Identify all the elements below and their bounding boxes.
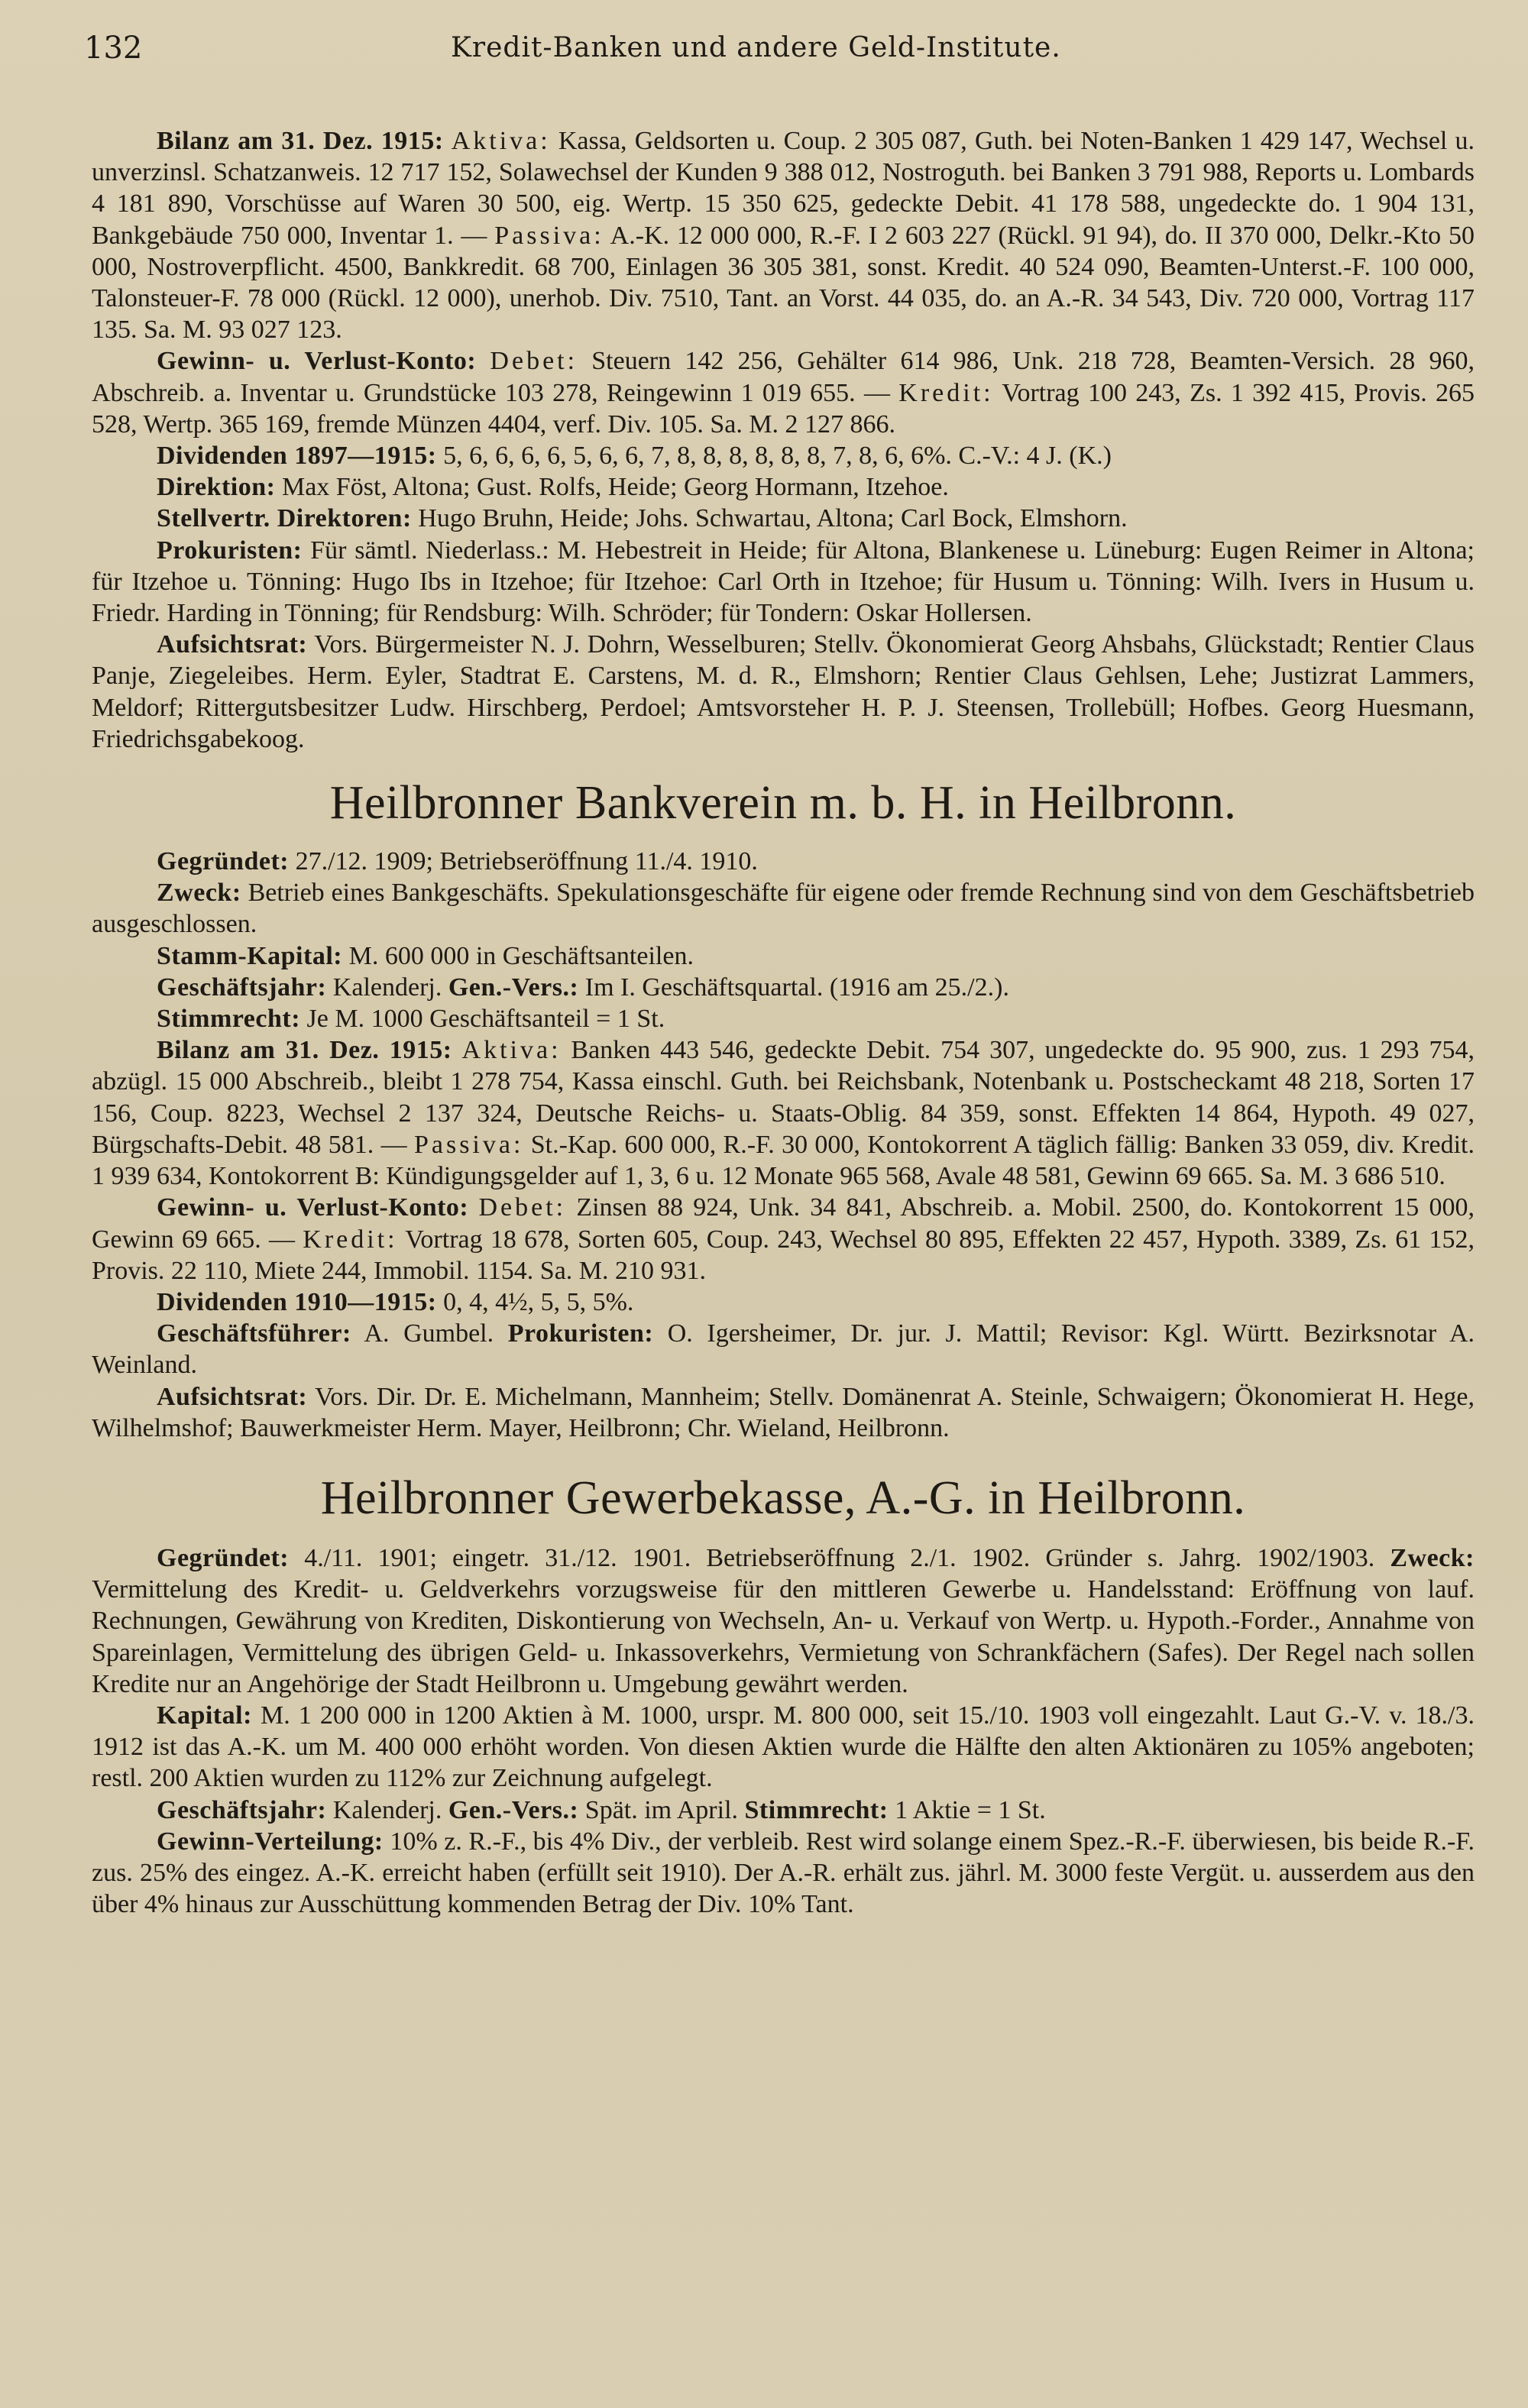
entry-text: O. Igersheimer, Dr. jur. J. Mattil; Revisor: Kgl. Württ. Bezirksnotar A. Weinland. — [92, 1319, 1475, 1380]
inline-label: Prokuristen: — [507, 1319, 654, 1348]
entry-text: 1 Aktie = 1 St. — [888, 1795, 1046, 1824]
entry-text: Hugo Bruhn, Heide; Johs. Schwartau, Altona; Carl Bock, Elmshorn. — [411, 504, 1128, 533]
spaced-label: Aktiva: — [451, 127, 551, 155]
spaced-label: Passiva: — [494, 221, 604, 250]
entry-label: Prokuristen: — [157, 536, 303, 565]
entry-label: Gewinn- u. Verlust-Konto: — [157, 347, 477, 376]
section-previous-bank — [92, 125, 1475, 755]
entry-text: Vors. Dir. Dr. E. Michelmann, Mannheim; Stellv. Domänenrat A. Steinle, Schwaigern; Ökonomierat H. Hege, Wilhelmshof; Bauwerkmeister Herm. Mayer, Heilbronn; Chr. Wieland, Heilbronn. — [92, 1382, 1475, 1442]
entry-text: Betrieb eines Bankgeschäfts. Spekulationsgeschäfte für eigene oder fremde Rechnung sind von dem Geschäftsbetrieb ausgeschlossen. — [92, 879, 1475, 939]
entry-text — [452, 1036, 462, 1064]
entry-paragraph — [92, 471, 1475, 503]
company-title-heilbronner-gewerbekasse: Heilbronner Gewerbekasse, A.-G. in Heilbronn. — [320, 1471, 1246, 1524]
entry-text: Je M. 1000 Geschäftsanteil = 1 St. — [300, 1005, 665, 1034]
entry-paragraph — [92, 1542, 1475, 1700]
entry-label: Aufsichtsrat: — [157, 1382, 308, 1411]
entry-text — [476, 347, 490, 375]
entry-label: Zweck: — [157, 879, 241, 908]
entry-label: Geschäftsführer: — [157, 1319, 351, 1348]
entry-text: Für sämtl. Niederlass.: M. Hebestreit in Heide; für Altona, Blankenese u. Lüneburg: Eugen Reimer in Altona; für Itzehoe u. Tönning: Hugo Ibs in Itzehoe; für Itzehoe: Carl Orth in Itzehoe; für Husum u. Tönning: Wilh. Ivers in Husum u. Friedr. Harding in Tönning; für Rendsburg: Wilh. Schröder; für Tondern: Oskar Hollersen. — [92, 536, 1475, 628]
entry-label: Gewinn- u. Verlust-Konto: — [157, 1193, 469, 1222]
entry-label: Dividenden 1910—1915: — [157, 1287, 437, 1316]
entry-paragraph — [92, 877, 1475, 940]
entry-paragraph — [92, 125, 1475, 345]
spaced-label: Debet: — [478, 1193, 567, 1222]
entry-paragraph — [92, 1318, 1475, 1380]
entry-text: A.-K. 12 000 000, R.-F. I 2 603 227 (Rückl. 91 94), do. II 370 000, Delkr.-Kto 50 000, Nostroverpflicht. 4500, Bankkredit. 68 700, Einlagen 36 305 381, sonst. Kredit. 40 524 090, Beamten-Unterst.-F. 100 000, Talonsteuer-F. 78 000 (Rückl. 12 000), unerhob. Div. 7510, Tant. an Vorst. 44 035, do. an A.-R. 34 543, Div. 720 000, Vortrag 117 135. Sa. M. 93 027 123. — [92, 221, 1475, 345]
entry-text: Vortrag 100 243, Zs. 1 392 415, Provis. 265 528, Wertp. 365 169, fremde Münzen 4404, verf. Div. 105. Sa. M. 2 127 866. — [92, 378, 1475, 439]
entry-label: Aufsichtsrat: — [157, 630, 308, 659]
entry-paragraph — [92, 1826, 1475, 1921]
entry-text: Banken 443 546, gedeckte Debit. 754 307, ungedeckte do. 95 900, zus. 1 293 754, abzügl. 15 000 Abschreib., bleibt 1 278 754, Kassa einschl. Guth. bei Reichsbank, Notenbank u. Postscheckamt 48 218, Sorten 17 156, Coup. 8223, Wechsel 2 137 324, Deutsche Reichs- u. Staats-Oblig. 84 359, sonst. Effekten 14 864, Hypoth. 49 027, Bürgschafts-Debit. 48 581. — — [92, 1036, 1475, 1159]
spaced-label: Passiva: — [413, 1130, 524, 1159]
entry-label: Gegründet: — [157, 847, 290, 876]
entry-text: Vors. Bürgermeister N. J. Dohrn, Wesselburen; Stellv. Ökonomierat Georg Ahsbahs, Glückstadt; Rentier Claus Panje, Ziegeleibes. Herm. Eyler, Stadtrat E. Carstens, M. d. R., Elmshorn; Rentier Claus Gehlsen, Lehe; Justizrat Lammers, Meldorf; Rittergutsbesitzer Ludw. Hirschberg, Perdoel; Amtsvorsteher H. P. J. Steensen, Trollebüll; Hofbes. Georg Huesmann, Friedrichsgabekoog. — [92, 630, 1475, 753]
entry-paragraph — [92, 629, 1475, 755]
entry-label: Geschäftsjahr: — [157, 973, 327, 1002]
page-header — [84, 23, 1475, 76]
entry-text: A. Gumbel. — [351, 1319, 508, 1348]
entry-paragraph — [92, 345, 1475, 440]
entry-label: Gegründet: — [157, 1543, 290, 1572]
entry-text: Max Föst, Altona; Gust. Rolfs, Heide; Georg Hormann, Itzehoe. — [275, 473, 949, 502]
entry-paragraph — [92, 535, 1475, 630]
entry-label: Dividenden 1897—1915: — [157, 442, 437, 471]
running-head: Kredit-Banken und andere Geld-Institute. — [451, 32, 1061, 63]
entry-paragraph — [92, 503, 1475, 534]
entry-text: Kalenderj. — [326, 973, 448, 1002]
entry-text: Kassa, Geldsorten u. Coup. 2 305 087, Guth. bei Noten-Banken 1 429 147, Wechsel u. unverzinsl. Schatzanweis. 12 717 152, Solawechsel der Kunden 9 388 012, Nostroguth. bei Banken 3 791 988, Reports u. Lombards 4 181 890, Vorschüsse auf Waren 30 500, eig. Wertp. 15 350 625, gedeckte Debit. 41 178 588, ungedeckte do. 1 904 131, Bankgebäude 750 000, Inventar 1. — — [92, 127, 1475, 250]
entry-paragraph — [92, 1192, 1475, 1287]
entry-text: 5, 6, 6, 6, 6, 5, 6, 6, 7, 8, 8, 8, 8, 8, 8, 7, 8, 6, 6%. C.-V.: 4 J. (K.) — [436, 442, 1112, 471]
entry-text: 10% z. R.-F., bis 4% Div., der verbleib. Rest wird solange einem Spez.-R.-F. überwiesen, bis beide R.-F. zus. 25% des eingez. A.-K. erreicht haben (erfüllt seit 1910). Der A.-R. erhält zus. jährl. M. 3000 feste Vergüt. u. ausserdem aus den über 4% hinaus zur Ausschüttung kommenden Betrag der Div. 10% Tant. — [92, 1827, 1475, 1919]
entry-text: Spät. im April. — [578, 1795, 745, 1824]
entry-text: Im I. Geschäftsquartal. (1916 am 25./2.). — [578, 973, 1009, 1002]
entry-label: Gewinn-Verteilung: — [157, 1827, 384, 1856]
entry-paragraph — [92, 440, 1475, 471]
entry-text: 27./12. 1909; Betriebseröffnung 11./4. 1910. — [289, 847, 758, 876]
entry-paragraph — [92, 846, 1475, 877]
entry-text: M. 1 200 000 in 1200 Aktien à M. 1000, urspr. M. 800 000, seit 15./10. 1903 voll eingezahlt. Laut G.-V. v. 18./3. 1912 ist das A.-K. um M. 400 000 erhöht worden. Von diesen Aktien wurde die Hälfte den alten Aktionären zu 105% angeboten; restl. 200 Aktien wurden zu 112% zur Zeichnung aufgelegt. — [92, 1701, 1475, 1793]
spaced-label: Kredit: — [898, 378, 994, 407]
company-title-heilbronner-bankverein: Heilbronner Bankverein m. b. H. in Heilbronn. — [329, 777, 1237, 830]
entry-text: Vermittelung des Kredit- u. Geldverkehrs vorzugsweise für den mittleren Gewerbe u. Handelsstand: Eröffnung von lauf. Rechnungen, Gewährung von Krediten, Diskontierung von Wechseln, An- u. Verkauf von Wertp. u. Hypoth.-Forder., Annahme von Spareinlagen, Vermittelung des übrigen Geld- u. Inkassoverkehrs, Vermietung von Schrankfächern (Safes). Der Regel nach sollen Kredite nur an Angehörige der Stadt Heilbronn u. Umgebung gewährt werden. — [92, 1575, 1475, 1698]
entry-text: Kalenderj. — [326, 1795, 448, 1824]
entry-paragraph — [92, 940, 1475, 972]
entry-paragraph — [92, 1700, 1475, 1795]
entry-label: Geschäftsjahr: — [157, 1795, 327, 1824]
entry-label: Bilanz am 31. Dez. 1915: — [157, 1036, 452, 1065]
entry-label: Direktion: — [157, 473, 276, 502]
inline-label: Zweck: — [1390, 1543, 1475, 1572]
spaced-label: Kredit: — [303, 1225, 398, 1254]
entry-text: M. 600 000 in Geschäftsanteilen. — [342, 941, 694, 970]
entry-label: Kapital: — [157, 1701, 252, 1730]
entry-text: Steuern 142 256, Gehälter 614 986, Unk. 218 728, Beamten-Versich. 28 960, Abschreib. a. Inventar u. Grundstücke 103 278, Reingewinn 1 019 655. — — [92, 347, 1475, 407]
entry-text — [444, 127, 452, 155]
entry-text: Vortrag 18 678, Sorten 605, Coup. 243, Wechsel 80 895, Effekten 22 457, Hypoth. 3389, Zs. 61 152, Provis. 22 110, Miete 244, Immobil. 1154. Sa. M. 210 931. — [92, 1225, 1475, 1285]
entry-text: 0, 4, 4½, 5, 5, 5%. — [436, 1287, 634, 1316]
spaced-label: Aktiva: — [461, 1036, 562, 1065]
entry-label: Stamm-Kapital: — [157, 941, 343, 970]
spaced-label: Debet: — [490, 347, 578, 376]
entry-label: Stellvertr. Direktoren: — [157, 504, 412, 533]
entry-text: St.-Kap. 600 000, R.-F. 30 000, Kontokorrent A täglich fällig: Banken 33 059, div. Kredit. 1 939 634, Kontokorrent B: Kündigungsgelder auf 1, 3, 6 u. 12 Monate 965 568, Avale 48 581, Gewinn 69 665. Sa. M. 3 686 510. — [92, 1130, 1475, 1191]
entry-paragraph — [92, 1003, 1475, 1034]
section-heilbronner-bankverein — [92, 846, 1475, 1444]
entry-paragraph — [92, 1287, 1475, 1318]
entry-label: Stimmrecht: — [157, 1005, 301, 1034]
page-number: 132 — [84, 31, 143, 66]
inline-label: Gen.-Vers.: — [448, 973, 579, 1002]
entry-paragraph — [92, 1795, 1475, 1826]
entry-paragraph — [92, 1034, 1475, 1192]
inline-label: Gen.-Vers.: — [448, 1795, 579, 1824]
entry-text: Zinsen 88 924, Unk. 34 841, Abschreib. a. Mobil. 2500, do. Kontokorrent 15 000, Gewinn 69 665. — — [92, 1193, 1475, 1254]
entry-paragraph — [92, 972, 1475, 1003]
inline-label: Stimmrecht: — [744, 1795, 889, 1824]
entry-label: Bilanz am 31. Dez. 1915: — [157, 127, 444, 155]
section-heilbronner-gewerbekasse — [92, 1542, 1475, 1920]
entry-text: 4./11. 1901; eingetr. 31./12. 1901. Betriebseröffnung 2./1. 1902. Gründer s. Jahrg. 1902/1903. — [289, 1543, 1390, 1572]
entry-text — [468, 1193, 478, 1222]
entry-paragraph — [92, 1381, 1475, 1444]
